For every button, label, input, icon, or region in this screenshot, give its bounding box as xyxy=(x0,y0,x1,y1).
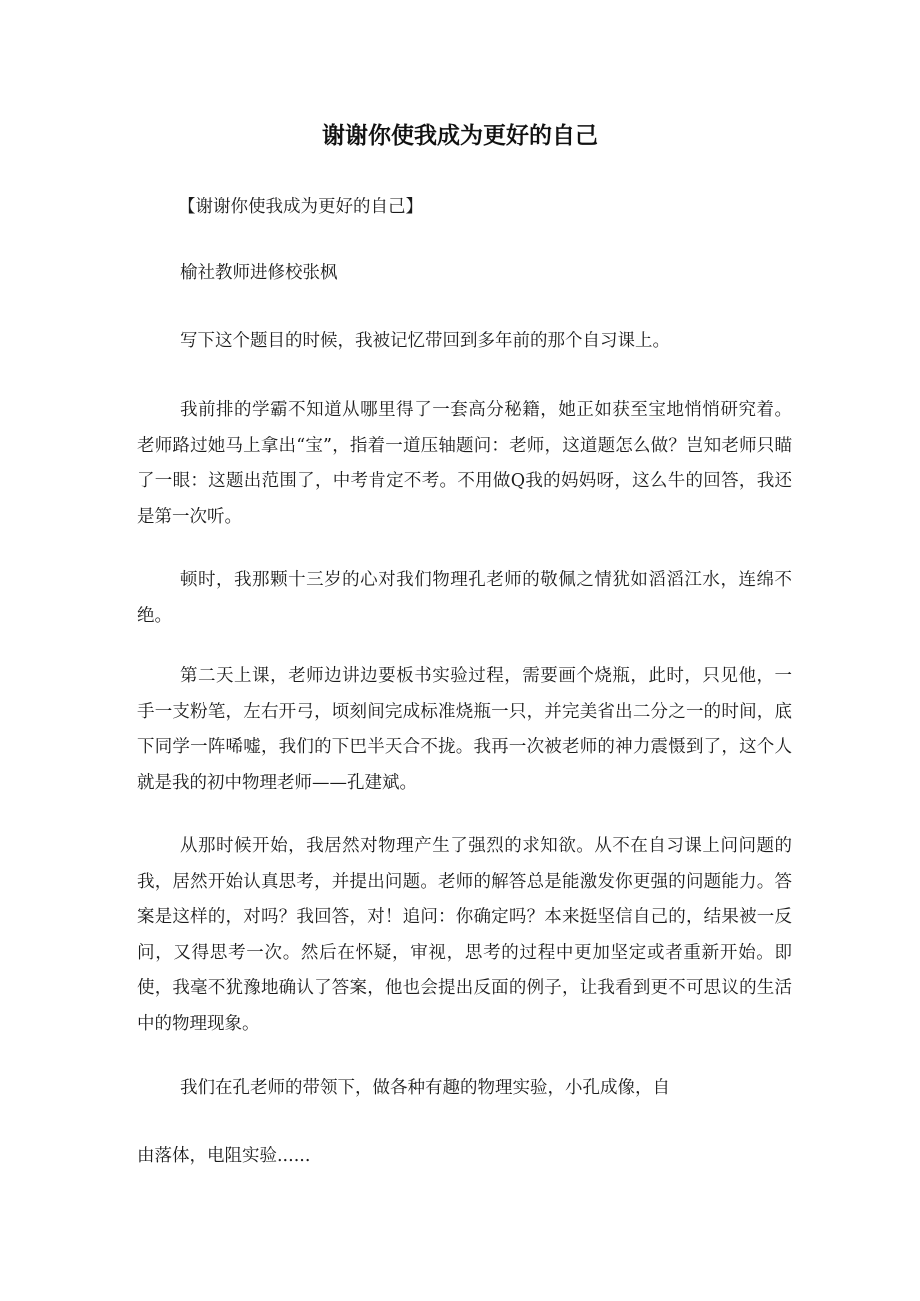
author-line: 榆社教师进修校张枫 xyxy=(180,263,338,283)
subtitle: 【谢谢你使我成为更好的自己】 xyxy=(178,197,423,217)
paragraph-5: 从那时候开始，我居然对物理产生了强烈的求知欲。从不在自习课上问问题的我，居然开始认真思考，并提出问题。老师的解答总是能激发你更强的问题能力。答案是这样的，对吗？我回答，对！追问：你确定吗？本来挺坚信自己的，结果被一反问，又得思考一次。然后在怀疑，审视，思考的过程中更加坚定或者重新开始。即使，我毫不犹豫地确认了答案，他也会提出反面的例子，让我看到更不可思议的生活中的物理现象。 xyxy=(137,836,792,1034)
paragraph-7: 由落体，电阻实验...... xyxy=(137,1146,311,1166)
paragraph-1: 写下这个题目的时候，我被记忆带回到多年前的那个自习课上。 xyxy=(180,331,670,351)
paragraph-4: 第二天上课，老师边讲边要板书实验过程，需要画个烧瓶，此时，只见他，一手一支粉笔，左右开弓，顷刻间完成标准烧瓶一只，并完美省出二分之一的时间，底下同学一阵唏嘘，我们的下巴半天合不拢。我再一次被老师的神力震慑到了，这个人就是我的初中物理老师——孔建斌。 xyxy=(137,666,792,793)
paragraph-2: 我前排的学霸不知道从哪里得了一套高分秘籍，她正如获至宝地悄悄研究着。老师路过她马上拿出“宝”，指着一道压轴题问：老师，这道题怎么做？岂知老师只瞄了一眼：这题出范围了，中考肯定不考。不用做Q我的妈妈呀，这么牛的回答，我还是第一次听。 xyxy=(137,400,792,527)
paragraph-6: 我们在孔老师的带领下，做各种有趣的物理实验，小孔成像，自 xyxy=(180,1078,670,1098)
paragraph-3: 顿时，我那颗十三岁的心对我们物理孔老师的敬佩之情犹如滔滔江水，连绵不绝。 xyxy=(137,570,792,626)
document-title: 谢谢你使我成为更好的自己 xyxy=(322,123,598,149)
